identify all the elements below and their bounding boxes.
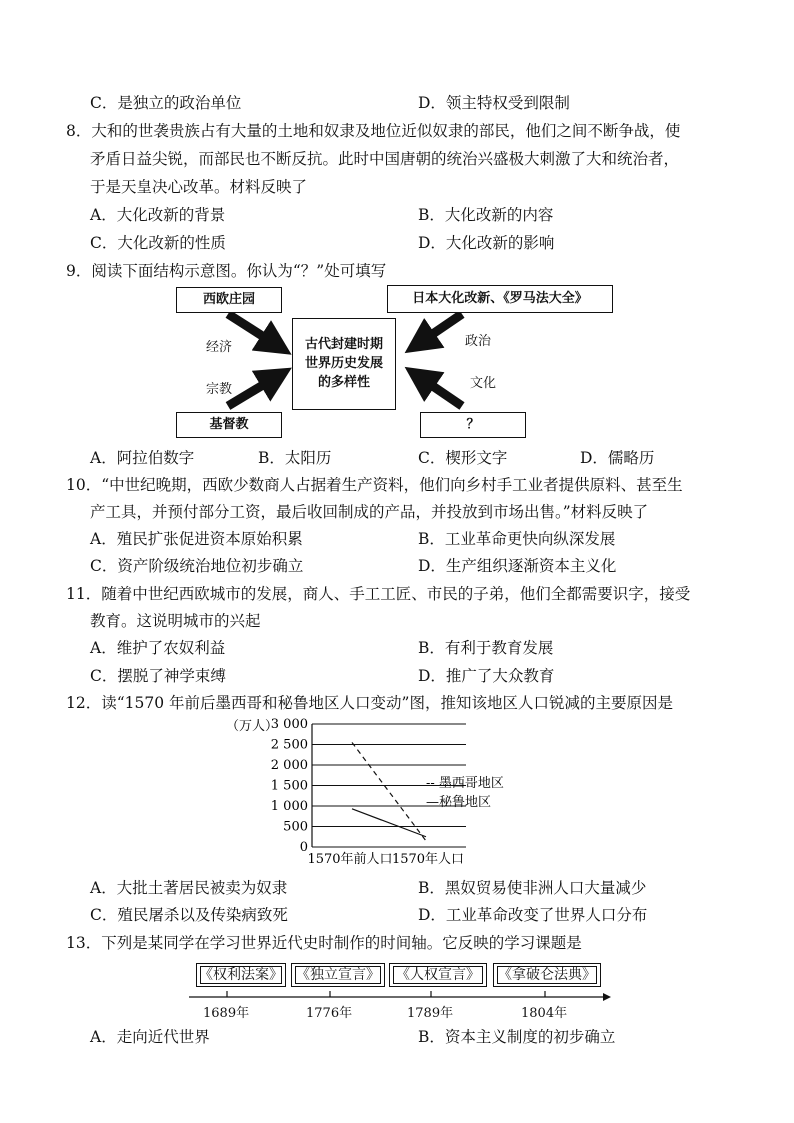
y-tick-label: 2 500	[270, 737, 308, 753]
box-center-diversity	[292, 318, 396, 410]
q8-option-d: D．大化改新的影响	[418, 234, 555, 252]
center-line1: 古代封建时期	[304, 337, 383, 352]
y-tick-label: 3 000	[270, 717, 308, 732]
q12-stem: 12．读“1570 年前后墨西哥和秘鲁地区人口变动”图，推知该地区人口锐减的主要原因是	[66, 694, 673, 712]
q8-option-b: B．大化改新的内容	[418, 206, 554, 224]
q12-option-c: C．殖民屠杀以及传染病致死	[90, 906, 288, 924]
timeline-year-1776: 1776年	[306, 1006, 353, 1021]
q9-option-a: A．阿拉伯数字	[90, 449, 195, 467]
x-tick-label: 1570年前人口	[307, 852, 393, 867]
arrow-religion	[228, 376, 278, 406]
q10-option-c: C．资产阶级统治地位初步确立	[90, 557, 304, 575]
q10-option-b: B．工业革命更快向纵深发展	[418, 530, 616, 548]
label-economy: 经济	[206, 340, 233, 355]
q9-stem: 9．阅读下面结构示意图。你认为“？”处可填写	[66, 262, 387, 280]
q11-option-a: A．维护了农奴利益	[90, 639, 226, 657]
q8-stem-line1: 8．大和的世袭贵族占有大量的土地和奴隶及地位近似奴隶的部民，他们之间不断争战，使	[66, 122, 681, 140]
q11-stem-line2: 教育。这说明城市的兴起	[90, 612, 261, 630]
box-christianity: 基督教	[176, 412, 282, 438]
q7-option-d: D．领主特权受到限制	[418, 94, 570, 112]
q11-option-c: C．摆脱了神学束缚	[90, 667, 226, 685]
q11-option-b: B．有利于教育发展	[418, 639, 554, 657]
q8-stem-line2: 矛盾日益尖锐，而部民也不断反抗。此时中国唐朝的统治兴盛极大刺激了大和统治者，	[90, 150, 680, 168]
timeline-doc-napoleonic-code: 《拿破仑法典》	[493, 963, 601, 987]
box-west-europe-manor: 西欧庄园	[176, 287, 282, 313]
series-line	[352, 809, 426, 837]
q9-option-b: B．太阳历	[258, 449, 332, 467]
q12-option-a: A．大批土著居民被卖为奴隶	[90, 879, 288, 897]
legend-peru: —秘鲁地区	[426, 795, 492, 810]
q11-option-d: D．推广了大众教育	[418, 667, 555, 685]
q12-option-d: D．工业革命改变了世界人口分布	[418, 906, 648, 924]
y-tick-label: 500	[283, 819, 308, 835]
y-tick-label: 1 500	[270, 778, 308, 794]
q9-option-d: D．儒略历	[580, 449, 655, 467]
timeline-year-1804: 1804年	[521, 1006, 568, 1021]
box-question: ？	[420, 412, 526, 438]
y-tick-label: 0	[299, 840, 308, 855]
q11-stem-line1: 11．随着中世纪西欧城市的发展，商人、手工工匠、市民的子弟，他们全都需要识字，接受	[66, 585, 691, 603]
chart-ylabel: （万人）	[226, 719, 279, 734]
q12-option-b: B．黑奴贸易使非洲人口大量减少	[418, 879, 647, 897]
center-line2: 世界历史发展	[304, 356, 383, 371]
center-line3: 的多样性	[317, 375, 370, 390]
q13-stem: 13．下列是某同学在学习世界近代史时制作的时间轴。它反映的学习课题是	[66, 934, 582, 952]
legend-mexico: -- 墨西哥地区	[426, 776, 504, 791]
timeline-doc-rights-of-man: 《人权宣言》	[389, 963, 487, 987]
y-tick-label: 1 000	[270, 799, 308, 814]
q9-option-c: C．楔形文字	[418, 449, 508, 467]
y-tick-label: 2 000	[270, 758, 308, 773]
box-taika-roman-law: 日本大化改新、《罗马法大全》	[387, 285, 613, 313]
label-politics: 政治	[465, 334, 492, 349]
q10-option-a: A．殖民扩张促进资本原始积累	[90, 530, 303, 548]
q10-stem-line2: 产工具，并预付部分工资，最后收回制成的产品，并投放到市场出售。”材料反映了	[90, 503, 649, 521]
population-chart	[200, 714, 620, 874]
q7-option-c: C．是独立的政治单位	[90, 94, 242, 112]
arrow-economy	[228, 314, 278, 346]
q8-option-c: C．大化改新的性质	[90, 234, 226, 252]
q13-option-b: B．资本主义制度的初步确立	[418, 1028, 616, 1046]
q8-option-a: A．大化改新的背景	[90, 206, 226, 224]
q10-option-d: D．生产组织逐渐资本主义化	[418, 557, 617, 575]
timeline-doc-declaration-independence: 《独立宣言》	[291, 963, 385, 987]
q13-option-a: A．走向近代世界	[90, 1028, 210, 1046]
timeline-year-1789: 1789年	[407, 1006, 454, 1021]
timeline-year-1689: 1689年	[203, 1006, 250, 1021]
q10-stem-line1: 10．“中世纪晚期，西欧少数商人占据着生产资料，他们向乡村手工业者提供原料、甚至生	[66, 476, 683, 494]
arrow-politics	[418, 314, 462, 344]
arrow-culture	[418, 376, 462, 406]
timeline-doc-bill-of-rights: 《权利法案》	[196, 963, 286, 987]
q8-stem-line3: 于是天皇决心改革。材料反映了	[90, 178, 308, 196]
label-culture: 文化	[470, 376, 497, 391]
x-tick-label: 1570年人口	[391, 852, 465, 867]
label-religion: 宗教	[206, 382, 233, 397]
